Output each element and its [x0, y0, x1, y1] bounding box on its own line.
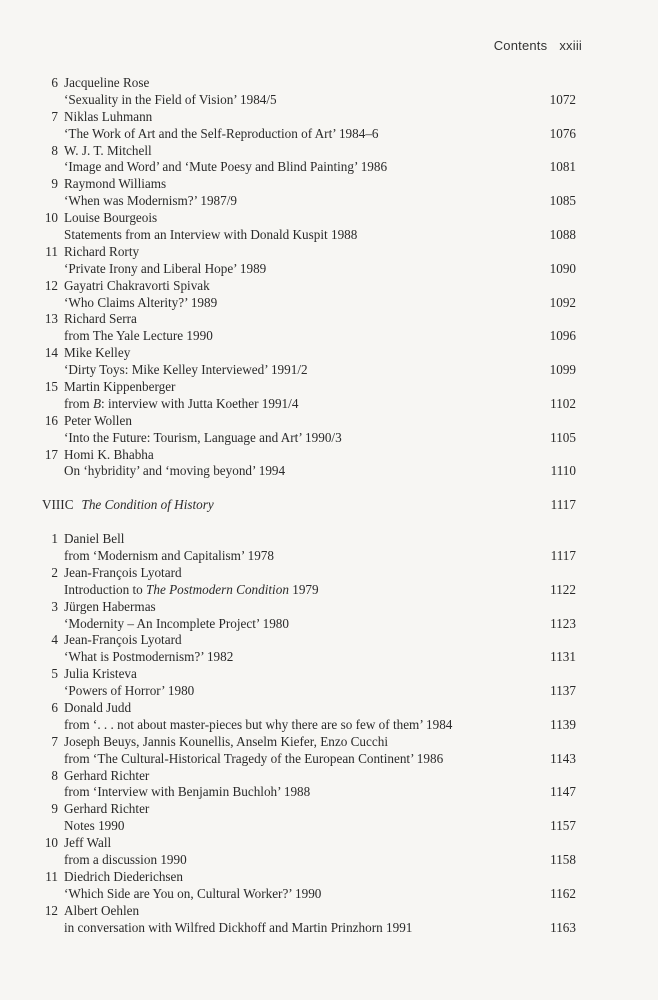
entry-page-number: 1117 [550, 547, 576, 563]
toc-entry [30, 210, 576, 244]
entry-spacer [30, 649, 64, 666]
entry-number: 17 [44, 446, 58, 462]
entry-title: On ‘hybridity’ and ‘moving beyond’ 1994 [64, 463, 286, 479]
entry-author: Martin Kippenberger [64, 379, 176, 395]
toc-list-section-viiib [30, 75, 576, 480]
entry-page-number: 1158 [550, 851, 576, 867]
entry-author: Jean-François Lyotard [64, 632, 182, 648]
entry-title-text: 1979 [288, 581, 319, 597]
toc-entry [30, 869, 576, 903]
entry-spacer [30, 261, 64, 278]
running-head [494, 38, 582, 53]
entry-author: Peter Wollen [64, 412, 132, 428]
entry-number: 9 [51, 801, 58, 817]
toc-entry [30, 75, 576, 109]
entry-spacer [520, 143, 576, 160]
entry-title: ‘Private Irony and Liberal Hope’ 1989 [64, 260, 267, 276]
entry-number: 3 [51, 598, 58, 614]
toc-entry [30, 311, 576, 345]
entry-title [64, 582, 520, 599]
entry-spacer [520, 801, 576, 818]
entry-number: 12 [44, 277, 58, 293]
entry-spacer [520, 413, 576, 430]
entry-page-number: 1096 [549, 328, 576, 344]
entry-spacer [520, 311, 576, 328]
entry-spacer [30, 362, 64, 379]
entry-page-number: 1085 [549, 193, 576, 209]
entry-author: Gerhard Richter [64, 767, 150, 783]
section-page-number: 1117 [550, 497, 576, 513]
entry-author: Daniel Bell [64, 531, 125, 547]
toc-entry [30, 447, 576, 481]
toc-entry [30, 413, 576, 447]
entry-number: 2 [51, 564, 58, 580]
entry-spacer [520, 244, 576, 261]
toc-entry [30, 565, 576, 599]
toc-entry [30, 531, 576, 565]
entry-author: Richard Rorty [64, 243, 140, 259]
entry-spacer [520, 599, 576, 616]
entry-number: 9 [51, 176, 58, 192]
entry-title: ‘Which Side are You on, Cultural Worker?’ 1990 [64, 885, 322, 901]
toc-entry [30, 278, 576, 312]
entry-title-italic: The Postmodern Condition [146, 581, 289, 597]
entry-page-number: 1105 [550, 429, 576, 445]
section-title: The Condition of History [81, 497, 214, 513]
entry-title: ‘The Work of Art and the Self-Reproduction of Art’ 1984–6 [64, 125, 379, 141]
entry-title: ‘Who Claims Alterity?’ 1989 [64, 294, 218, 310]
entry-spacer [520, 903, 576, 920]
toc-entry [30, 666, 576, 700]
entry-title: from ‘. . . not about master-pieces but why there are so few of them’ 1984 [64, 716, 453, 732]
toc-entry [30, 632, 576, 666]
entry-number: 1 [51, 531, 58, 547]
entry-title: from The Yale Lecture 1990 [64, 328, 213, 344]
entry-title-text: Introduction to [64, 581, 147, 597]
entry-spacer [30, 295, 64, 312]
entry-author: Louise Bourgeois [64, 210, 158, 226]
entry-title: from ‘The Cultural-Historical Tragedy of the European Continent’ 1986 [64, 750, 444, 766]
toc-entry [30, 768, 576, 802]
running-head-label: Contents [493, 38, 548, 53]
entry-title-italic: B [92, 395, 101, 411]
entry-page-number: 1072 [549, 91, 576, 107]
entry-title: ‘Image and Word’ and ‘Mute Poesy and Blind Painting’ 1986 [64, 159, 388, 175]
entry-page-number: 1157 [550, 818, 576, 834]
entry-spacer [520, 768, 576, 785]
entry-title: ‘When was Modernism?’ 1987/9 [64, 193, 237, 209]
entry-number: 12 [44, 902, 58, 918]
entry-page-number: 1139 [550, 716, 576, 732]
entry-title: from ‘Modernism and Capitalism’ 1978 [64, 547, 274, 563]
entry-spacer [30, 193, 64, 210]
entry-spacer [30, 852, 64, 869]
entry-number: 8 [51, 142, 58, 158]
entry-title: Statements from an Interview with Donald Kuspit 1988 [64, 227, 358, 243]
entry-spacer [30, 582, 64, 599]
toc-entry [30, 599, 576, 633]
entry-number: 15 [44, 379, 58, 395]
entry-page-number: 1081 [549, 159, 576, 175]
entry-spacer [30, 751, 64, 768]
entry-spacer [30, 159, 64, 176]
toc-list-section-viiic [30, 531, 576, 936]
entry-title: from a discussion 1990 [64, 851, 187, 867]
toc-entry [30, 109, 576, 143]
toc-entry [30, 244, 576, 278]
toc-entry [30, 801, 576, 835]
entry-spacer [520, 379, 576, 396]
entry-spacer [30, 430, 64, 447]
entry-author: Joseph Beuys, Jannis Kounellis, Anselm Kiefer, Enzo Cucchi [64, 733, 388, 749]
entry-title: from ‘Interview with Benjamin Buchloh’ 1988 [64, 784, 311, 800]
entry-spacer [520, 109, 576, 126]
entry-number: 14 [44, 345, 58, 361]
toc-entry [30, 379, 576, 413]
entry-page-number: 1162 [550, 885, 576, 901]
section-code: VIIIC [42, 497, 74, 513]
toc-entry [30, 143, 576, 177]
entry-number: 8 [51, 767, 58, 783]
entry-number: 7 [51, 733, 58, 749]
entry-number: 16 [44, 412, 58, 428]
entry-number: 4 [51, 632, 58, 648]
entry-spacer [30, 920, 64, 937]
entry-author: Diedrich Diederichsen [64, 868, 184, 884]
entry-page-number: 1099 [549, 362, 576, 378]
entry-author: Raymond Williams [64, 176, 167, 192]
entry-page-number: 1131 [550, 649, 576, 665]
entry-page-number: 1088 [549, 227, 576, 243]
entry-spacer [520, 632, 576, 649]
entry-author: Gayatri Chakravorti Spivak [64, 277, 210, 293]
toc-entry [30, 345, 576, 379]
entry-spacer [30, 616, 64, 633]
entry-title: ‘Sexuality in the Field of Vision’ 1984/5 [64, 91, 277, 107]
entry-page-number: 1090 [549, 260, 576, 276]
entry-title-text: from [64, 395, 93, 411]
entry-author: Jean-François Lyotard [64, 564, 182, 580]
entry-spacer [520, 734, 576, 751]
entry-author: Julia Kristeva [64, 666, 137, 682]
entry-number: 10 [44, 210, 58, 226]
entry-spacer [30, 818, 64, 835]
entry-number: 6 [51, 75, 58, 90]
entry-author: Niklas Luhmann [64, 108, 153, 124]
entry-spacer [520, 835, 576, 852]
entry-title: Notes 1990 [64, 818, 125, 834]
entry-title-text: : interview with Jutta Koether 1991/4 [101, 395, 299, 411]
entry-spacer [30, 92, 64, 109]
entry-author: Jeff Wall [64, 835, 112, 851]
entry-author: Homi K. Bhabha [64, 446, 154, 462]
entry-spacer [520, 700, 576, 717]
entry-spacer [520, 666, 576, 683]
entry-title: in conversation with Wilfred Dickhoff and Martin Prinzhorn 1991 [64, 919, 413, 935]
entry-spacer [30, 396, 64, 413]
entry-page-number: 1122 [550, 581, 576, 597]
entry-page-number: 1123 [550, 615, 576, 631]
entry-author: Jacqueline Rose [64, 75, 150, 90]
entry-spacer [520, 565, 576, 582]
entry-title: ‘Powers of Horror’ 1980 [64, 683, 195, 699]
entry-spacer [30, 328, 64, 345]
toc-entry [30, 176, 576, 210]
entry-spacer [520, 869, 576, 886]
entry-page-number: 1143 [550, 750, 576, 766]
entry-author: W. J. T. Mitchell [64, 142, 152, 158]
entry-spacer [30, 227, 64, 244]
section-heading [30, 497, 576, 514]
entry-author: Jürgen Habermas [64, 598, 156, 614]
entry-number: 11 [45, 243, 58, 259]
entry-page-number: 1147 [550, 784, 576, 800]
entry-page-number: 1137 [550, 683, 576, 699]
entry-number: 6 [51, 699, 58, 715]
entry-author: Gerhard Richter [64, 801, 150, 817]
entry-title [64, 396, 520, 413]
entry-spacer [30, 717, 64, 734]
entry-spacer [520, 447, 576, 464]
entry-number: 5 [51, 666, 58, 682]
entry-author: Albert Oehlen [64, 902, 140, 918]
entry-page-number: 1110 [550, 463, 576, 479]
entry-number: 10 [44, 835, 58, 851]
entry-page-number: 1076 [549, 125, 576, 141]
entry-number: 13 [44, 311, 58, 327]
entry-author: Donald Judd [64, 699, 132, 715]
entry-title: ‘Dirty Toys: Mike Kelley Interviewed’ 1991/2 [64, 362, 308, 378]
entry-page-number: 1163 [550, 919, 576, 935]
entry-author: Mike Kelley [64, 345, 131, 361]
entry-spacer [520, 531, 576, 548]
entry-spacer [30, 463, 64, 480]
entry-spacer [520, 210, 576, 227]
running-head-page-number: xxiii [559, 38, 582, 53]
toc-entry [30, 835, 576, 869]
entry-title: ‘What is Postmodernism?’ 1982 [64, 649, 234, 665]
entry-number: 7 [51, 108, 58, 124]
entry-spacer [30, 784, 64, 801]
entry-page-number: 1102 [550, 395, 576, 411]
entry-title: ‘Modernity – An Incomplete Project’ 1980 [64, 615, 289, 631]
entry-spacer [30, 886, 64, 903]
entry-author: Richard Serra [64, 311, 137, 327]
entry-spacer [30, 683, 64, 700]
entry-spacer [520, 75, 576, 92]
entry-spacer [520, 176, 576, 193]
entry-spacer [520, 278, 576, 295]
entry-spacer [520, 345, 576, 362]
entry-spacer [30, 548, 64, 565]
entry-title: ‘Into the Future: Tourism, Language and Art’ 1990/3 [64, 429, 342, 445]
toc-entry [30, 903, 576, 937]
table-of-contents [30, 75, 576, 936]
entry-number: 11 [45, 868, 58, 884]
entry-spacer [30, 126, 64, 143]
entry-page-number: 1092 [549, 294, 576, 310]
toc-entry [30, 700, 576, 734]
toc-entry [30, 734, 576, 768]
